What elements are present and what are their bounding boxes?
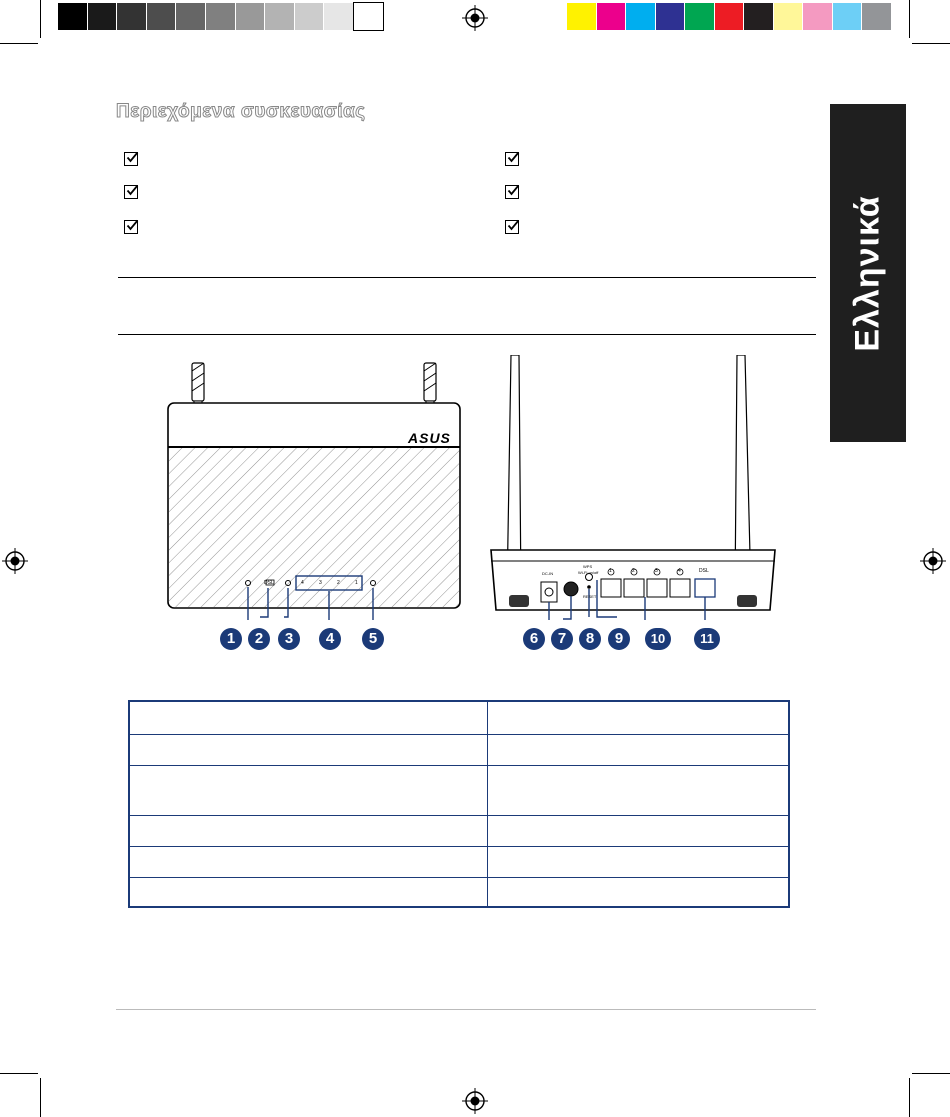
checkbox-checked-icon <box>124 185 138 199</box>
router-rear-illustration <box>485 355 785 620</box>
color-swatch <box>656 3 685 30</box>
callout-badge: 1 <box>220 628 242 650</box>
gray-swatch <box>354 3 383 30</box>
gray-swatch <box>206 3 235 30</box>
checkbox-checked-icon <box>505 152 519 166</box>
gray-swatch <box>88 3 117 30</box>
table-row <box>129 734 789 765</box>
crop-mark <box>0 1073 38 1074</box>
callout-badge: 3 <box>278 628 300 650</box>
callout-badge: 9 <box>608 628 630 650</box>
divider <box>118 277 816 278</box>
gray-swatch <box>324 3 353 30</box>
gray-swatch <box>58 3 87 30</box>
gray-swatch <box>117 3 146 30</box>
color-swatch <box>715 3 744 30</box>
reset-label: RESET <box>583 594 597 599</box>
lan-led-label: 3 <box>319 580 322 586</box>
dc-in-label: DC-IN <box>542 571 554 576</box>
divider <box>118 334 816 335</box>
color-swatch <box>685 3 714 30</box>
checkbox-checked-icon <box>124 220 138 234</box>
color-swatch <box>833 3 862 30</box>
color-swatch <box>597 3 626 30</box>
language-tab <box>830 104 906 442</box>
callout-badge: 4 <box>319 628 341 650</box>
color-swatch <box>744 3 773 30</box>
gray-swatch <box>236 3 265 30</box>
callout-badge: 6 <box>523 628 545 650</box>
lan-port-label: 1 <box>609 568 612 574</box>
router-front-illustration <box>160 355 470 620</box>
table-row <box>129 815 789 846</box>
wifi-toggle-label: Wi-Fi on/off <box>578 570 599 575</box>
crop-mark <box>40 0 41 38</box>
gray-swatch <box>295 3 324 30</box>
callout-badge: 7 <box>551 628 573 650</box>
registration-mark-bottom <box>462 1088 488 1114</box>
components-legend-table <box>128 700 790 908</box>
dsl-led-label: DSL <box>264 580 274 586</box>
antenna-icon <box>424 363 436 409</box>
callout-badge: 8 <box>579 628 601 650</box>
color-swatch <box>803 3 832 30</box>
antenna-icon <box>192 363 204 409</box>
table-row <box>129 701 789 734</box>
table-row <box>129 877 789 907</box>
callout-badge: 11 <box>694 628 720 650</box>
callout-badge: 2 <box>248 628 270 650</box>
lan-led-label: 1 <box>355 580 358 586</box>
crop-mark <box>909 0 910 38</box>
language-tab-label: Ελληνικά <box>848 194 887 352</box>
gray-swatch <box>265 3 294 30</box>
lan-port-label: 4 <box>678 568 681 574</box>
crop-mark <box>0 43 38 44</box>
wps-label: WPS <box>583 564 593 569</box>
crop-mark <box>40 1078 41 1117</box>
gray-swatch <box>176 3 205 30</box>
color-swatch <box>862 3 891 30</box>
crop-mark <box>912 1073 950 1074</box>
lan-led-label: 2 <box>337 580 340 586</box>
registration-mark-top <box>462 5 488 31</box>
color-swatch <box>626 3 655 30</box>
callout-badge: 10 <box>645 628 671 650</box>
crop-mark <box>912 43 950 44</box>
registration-mark-left <box>2 548 28 574</box>
gray-swatch <box>147 3 176 30</box>
table-row <box>129 846 789 877</box>
section-title: Περιεχόμενα συσκευασίας <box>116 101 366 122</box>
lan-port-label: 2 <box>632 568 635 574</box>
callout-badge: 5 <box>362 628 384 650</box>
color-swatch <box>774 3 803 30</box>
crop-mark <box>909 1078 910 1117</box>
footer-divider <box>116 1009 816 1010</box>
dsl-port-label: DSL <box>699 568 709 574</box>
table-row <box>129 765 789 815</box>
checkbox-checked-icon <box>505 185 519 199</box>
checkbox-checked-icon <box>124 152 138 166</box>
checkbox-checked-icon <box>505 220 519 234</box>
color-swatch <box>567 3 596 30</box>
registration-mark-right <box>920 548 946 574</box>
brand-logo: ASUS <box>408 430 451 446</box>
lan-led-label: 4 <box>301 580 304 586</box>
lan-port-label: 3 <box>655 568 658 574</box>
